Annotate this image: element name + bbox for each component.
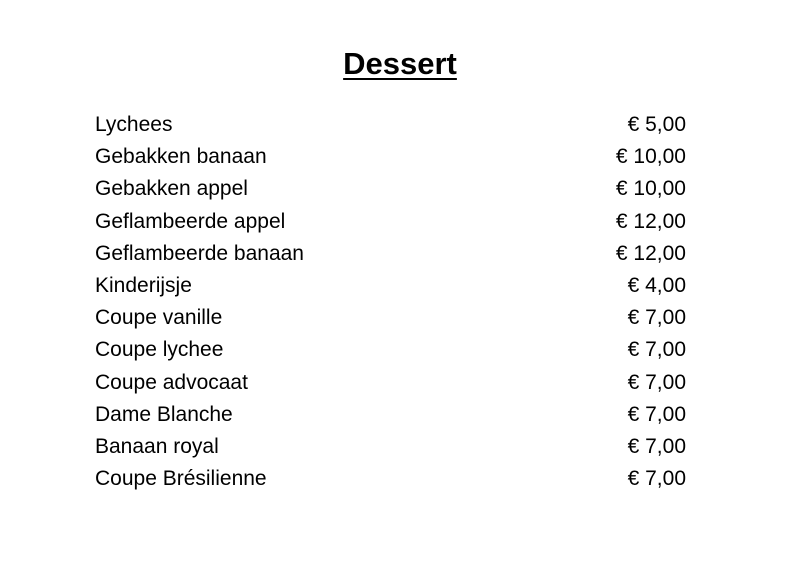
menu-item: [95, 238, 686, 270]
menu-item: [95, 302, 686, 334]
menu-item: [95, 399, 686, 431]
menu-item: [95, 173, 686, 205]
menu-item: [95, 206, 686, 238]
item-name: Gebakken banaan: [95, 145, 267, 169]
menu-item: [95, 109, 686, 141]
dessert-list: [95, 109, 686, 495]
item-price: € 7,00: [627, 338, 686, 362]
item-price: € 7,00: [627, 434, 686, 458]
item-name: Gebakken appel: [95, 177, 248, 201]
item-price: € 7,00: [627, 467, 686, 491]
item-price: € 7,00: [627, 402, 686, 426]
item-price: € 12,00: [615, 209, 686, 233]
item-price: € 7,00: [627, 370, 686, 394]
item-price: € 7,00: [627, 306, 686, 330]
menu-item: [95, 431, 686, 463]
item-name: Coupe lychee: [95, 338, 224, 362]
item-price: € 10,00: [615, 177, 686, 201]
item-name: Coupe advocaat: [95, 370, 248, 394]
item-name: Kinderijsje: [95, 274, 192, 298]
menu-title: Dessert: [343, 46, 457, 81]
menu-item: [95, 141, 686, 173]
item-price: € 5,00: [627, 113, 686, 137]
menu-item: [95, 367, 686, 399]
item-price: € 10,00: [615, 145, 686, 169]
item-price: € 12,00: [615, 241, 686, 265]
menu-item: [95, 463, 686, 495]
item-name: Dame Blanche: [95, 402, 233, 426]
item-name: Geflambeerde banaan: [95, 241, 304, 265]
item-name: Lychees: [95, 113, 173, 137]
item-price: € 4,00: [627, 274, 686, 298]
item-name: Coupe Brésilienne: [95, 467, 267, 491]
item-name: Geflambeerde appel: [95, 209, 286, 233]
item-name: Coupe vanille: [95, 306, 223, 330]
menu-item: [95, 270, 686, 302]
menu-item: [95, 334, 686, 366]
item-name: Banaan royal: [95, 434, 219, 458]
